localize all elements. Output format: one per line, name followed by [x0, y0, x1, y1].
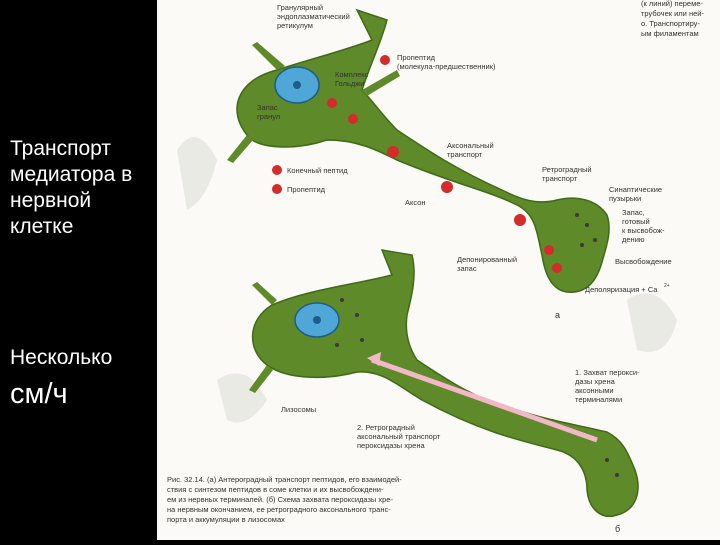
caption-line-1: Рис. 32.14. (а) Антероградный транспорт пептидов, его взаимодей-: [167, 475, 402, 484]
label-deposited-1: Депонированный: [457, 255, 518, 264]
caption-line-3: ем из нервных терминалей. (б) Схема захвата пероксидазы хре-: [167, 495, 393, 504]
caption-line-4: на нервным окончанием, ее ретроградного аксонального транс-: [167, 505, 391, 514]
label-propeptide-2: (молекула-предшественник): [397, 62, 496, 71]
label-step1-2: дазы хрена: [575, 377, 615, 386]
label-step2-3: пероксидазы хрена: [357, 441, 425, 450]
panel-a-label: а: [555, 310, 561, 320]
label-retrograde-1: Ретроградный: [542, 165, 592, 174]
label-deposited-2: запас: [457, 264, 477, 273]
final-peptide-marker: [272, 165, 282, 175]
slide-title: Транспорт медиатора в нервной клетке: [10, 137, 133, 238]
label-er-2: эндоплазматический: [277, 12, 350, 21]
label-propeptide-legend: Пропептид: [287, 185, 326, 194]
label-depolarization: Деполяризация + Ca: [585, 285, 658, 294]
neuron-illustration: [157, 0, 720, 540]
slide-sidebar: [0, 0, 157, 540]
caption-line-5: порта и аккумуляции в лизосомах: [167, 515, 285, 524]
label-step1-1: 1. Захват перокси-: [575, 368, 640, 377]
propeptide-marker: [272, 184, 282, 194]
top-right-3: о. Транспортиру-: [641, 19, 700, 28]
label-axonal-1: Аксональный: [447, 141, 494, 150]
label-vesicles-2: пузырьки: [609, 194, 642, 203]
label-granule-1: Запас: [257, 103, 278, 112]
top-right-1: (к линий) переме-: [641, 0, 703, 8]
label-propeptide-1: Пропептид: [397, 53, 436, 62]
label-vesicles-1: Синаптические: [609, 185, 663, 194]
label-release-stock-3: к высвобож-: [622, 226, 665, 235]
label-release-stock-1: Запас,: [622, 208, 645, 217]
label-final-peptide: Конечный пептид: [287, 166, 348, 175]
label-retrograde-2: транспорт: [542, 174, 578, 183]
label-release-stock-2: готовый: [622, 217, 650, 226]
label-step2-1: 2. Ретроградный: [357, 423, 415, 432]
label-step1-3: аксонными: [575, 386, 614, 395]
label-axonal-2: транспорт: [447, 150, 483, 159]
panel-b-label: б: [615, 524, 621, 534]
label-step1-4: терминалями: [575, 395, 623, 404]
label-er-1: Гранулярный: [277, 3, 324, 12]
label-release-stock-4: дению: [622, 235, 645, 244]
label-release: Высвобождение: [615, 257, 672, 266]
label-ca-sup: 2+: [664, 283, 670, 289]
label-axon: Аксон: [405, 198, 426, 207]
label-step2-2: аксональный транспорт: [357, 432, 441, 441]
speed-unit: см/ч: [10, 378, 68, 410]
label-golgi-1: Комплекс: [335, 70, 369, 79]
speed-label: Несколько: [10, 346, 113, 369]
top-right-4: ым филаментам: [641, 29, 699, 38]
caption-line-2: ствия с синтезом пептидов в соме клетки и их высвобождени-: [167, 485, 384, 494]
label-golgi-2: Гольджи: [335, 79, 365, 88]
label-er-3: ретикулум: [277, 21, 313, 30]
label-granule-2: гранул: [257, 112, 281, 121]
top-right-2: трубочек или ней-: [641, 9, 704, 18]
textbook-figure: [157, 0, 720, 540]
label-lysosomes: Лизосомы: [281, 405, 317, 414]
